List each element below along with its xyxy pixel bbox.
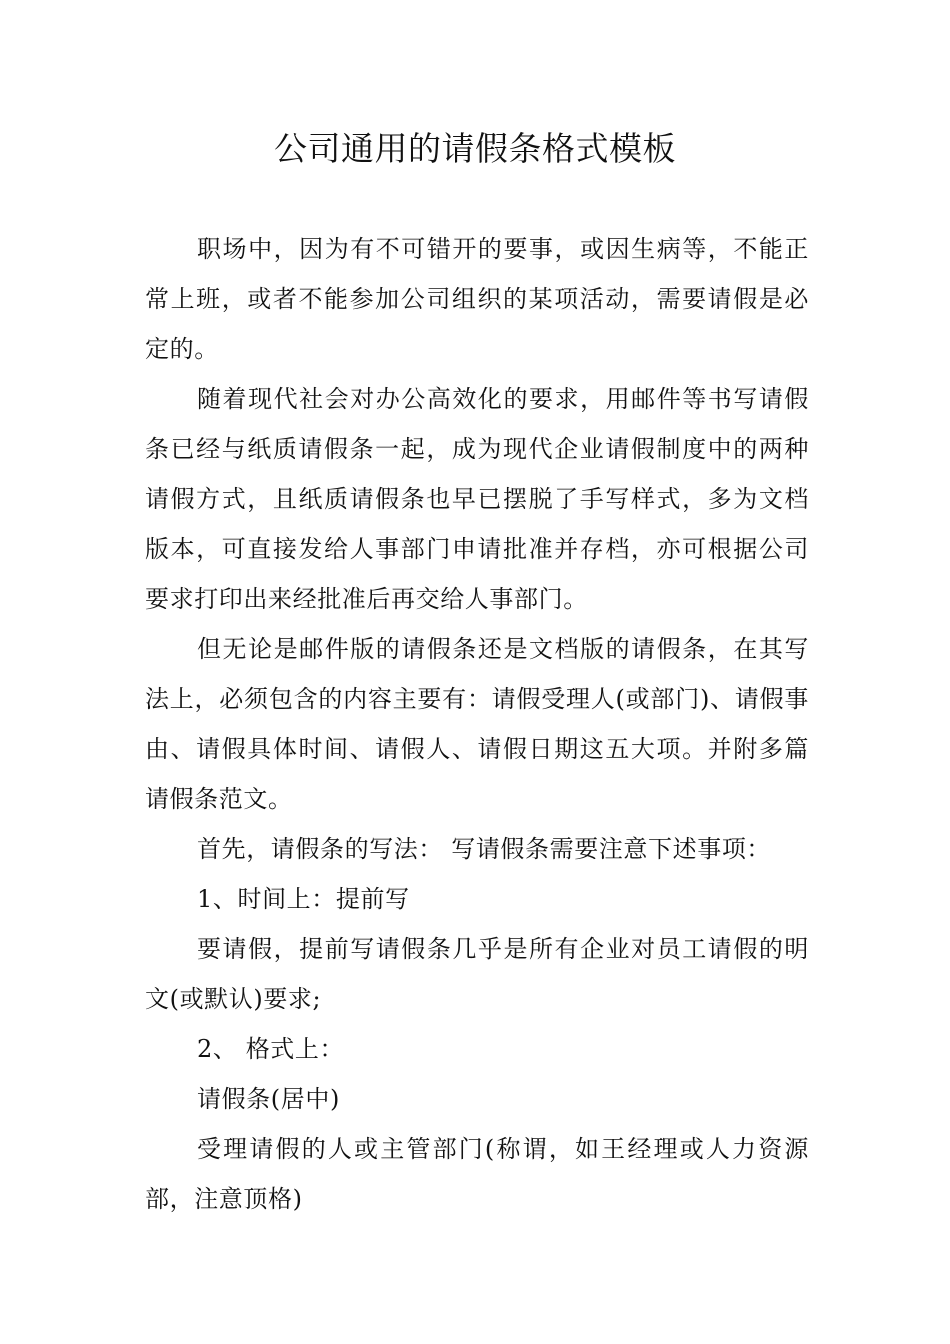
paragraph-writing-notes: 首先，请假条的写法： 写请假条需要注意下述事项：	[197, 835, 772, 863]
paragraph-modern-methods: 随着现代社会对办公高效化的要求，用邮件等书写请假条已经与纸质请假条一起，成为现代企业请假制度中的两种请假方式，且纸质请假条也早已摆脱了手写样式，多为文档版本，可直接发给人事部门申请批准并存档，亦可根据公司要求打印出来经批准后再交给人事部门。	[145, 385, 809, 613]
paragraph-format-title: 请假条(居中)	[197, 1085, 340, 1113]
paragraph-item-time: 1、时间上：提前写	[197, 885, 410, 913]
paragraph-intro: 职场中，因为有不可错开的要事，或因生病等，不能正常上班，或者不能参加公司组织的某项活动，需要请假是必定的。	[145, 235, 809, 363]
paragraph-required-content: 但无论是邮件版的请假条还是文档版的请假条，在其写法上，必须包含的内容主要有：请假受理人(或部门)、请假事由、请假具体时间、请假人、请假日期这五大项。并附多篇请假条范文。	[145, 635, 809, 813]
paragraph-format-recipient: 受理请假的人或主管部门(称谓，如王经理或人力资源部，注意顶格)	[145, 1135, 809, 1213]
paragraph-advance-request: 要请假，提前写请假条几乎是所有企业对员工请假的明文(或默认)要求;	[145, 935, 809, 1013]
paragraph-item-format: 2、 格式上：	[197, 1035, 345, 1063]
document-body	[145, 224, 809, 1224]
document-title: 公司通用的请假条格式模板	[274, 129, 676, 168]
